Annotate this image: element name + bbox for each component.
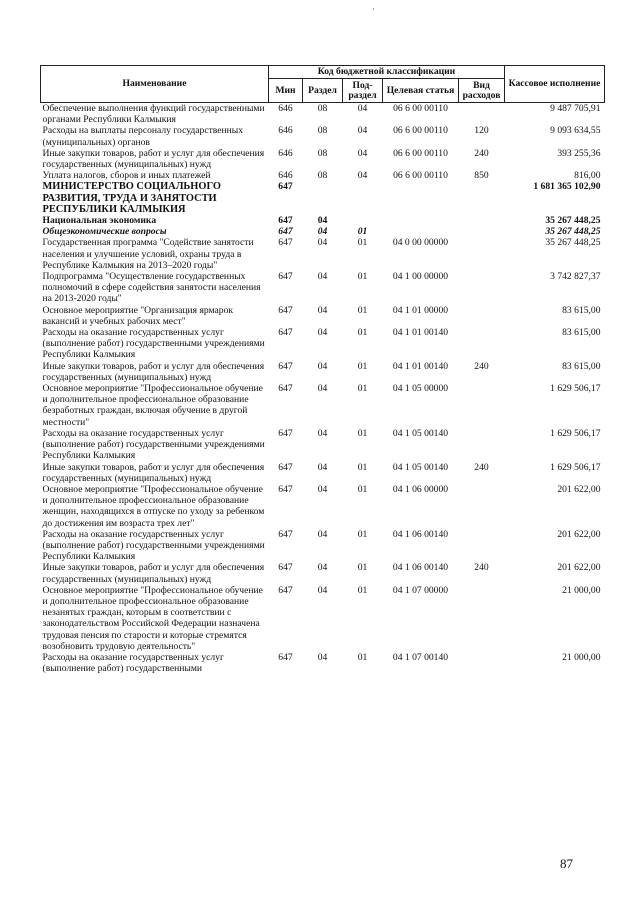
cell-target-article <box>383 226 459 237</box>
cell-subsection: 01 <box>357 327 368 339</box>
cell-name: Иные закупки товаров, работ и услуг для обеспечения государственных (муниципальных) нужд <box>42 147 265 171</box>
cell-target-article: 04 1 07 00000 <box>392 584 449 596</box>
cell-target-article: 04 1 01 00140 <box>392 360 449 372</box>
cell-section: 04 <box>317 651 328 663</box>
cell-name: Общеэкономические вопросы <box>42 226 167 238</box>
cell-target-article: 04 1 06 00140 <box>392 528 449 540</box>
cell-min: 647 <box>278 427 293 439</box>
cell-subsection: 01 <box>357 237 368 249</box>
cell-subsection: 04 <box>357 170 368 182</box>
cell-min: 647 <box>278 584 293 596</box>
cell-amount: 83 615,00 <box>562 327 601 339</box>
cell-expense-type <box>459 305 505 327</box>
cell-name: Основное мероприятие "Профессиональное обучение и дополнительное профессиональное образование женщин, находящихся в отпуске по уходу за ребенком до достижения им возраста трех лет" <box>42 483 265 529</box>
cell-min: 647 <box>278 461 293 473</box>
cell-expense-type <box>459 271 505 305</box>
table-row <box>41 170 605 181</box>
cell-expense-type <box>459 428 505 462</box>
header-name: Наименование <box>41 66 269 103</box>
cell-min: 647 <box>278 181 293 193</box>
cell-expense-type <box>459 327 505 361</box>
cell-section: 04 <box>317 237 328 249</box>
table-row <box>41 428 605 462</box>
cell-amount: 3 742 827,37 <box>550 271 601 283</box>
cell-name: Расходы на оказание государственных услуг (выполнение работ) государственными учреждениями Республики Калмыкия <box>42 327 265 361</box>
cell-target-article: 04 1 06 00140 <box>392 562 449 574</box>
cell-amount: 393 255,36 <box>557 147 601 159</box>
cell-name: МИНИСТЕРСТВО СОЦИАЛЬНОГО РАЗВИТИЯ, ТРУДА И ЗАНЯТОСТИ РЕСПУБЛИКИ КАЛМЫКИЯ <box>42 181 221 215</box>
cell-amount: 21 000,00 <box>562 651 601 663</box>
cell-amount: 35 267 448,25 <box>545 226 601 238</box>
cell-expense-type <box>459 215 505 226</box>
table-row <box>41 226 605 237</box>
cell-amount: 1 629 506,17 <box>550 427 601 439</box>
table-row <box>41 237 605 271</box>
cell-subsection <box>343 215 383 226</box>
cell-name: Расходы на выплаты персоналу государственных (муниципальных) органов <box>42 125 244 148</box>
table-row <box>41 215 605 226</box>
table-row <box>41 462 605 484</box>
cell-name: Уплата налогов, сборов и иных платежей <box>42 170 211 182</box>
cell-min: 646 <box>278 170 293 182</box>
cell-subsection: 04 <box>357 103 368 114</box>
cell-target-article: 04 1 05 00000 <box>392 383 449 395</box>
cell-min: 647 <box>278 226 293 238</box>
cell-target-article: 04 1 07 00140 <box>392 651 449 663</box>
cell-min: 646 <box>278 103 293 114</box>
cell-name: Иные закупки товаров, работ и услуг для обеспечения государственных (муниципальных) нужд <box>42 360 265 383</box>
cell-expense-type: 240 <box>474 562 489 574</box>
cell-target-article: 04 1 06 00000 <box>392 483 449 495</box>
cell-target-article: 04 1 05 00140 <box>392 461 449 473</box>
cell-name: Расходы на оказание государственных услуг (выполнение работ) государственными <box>42 651 224 675</box>
cell-subsection: 01 <box>357 483 368 495</box>
cell-subsection: 01 <box>357 584 368 596</box>
cell-section: 04 <box>317 304 328 316</box>
cell-name: Основное мероприятие "Профессиональное обучение и дополнительное профессиональное образование незанятых граждан, которым в соответствии с законодательством Российской Федерации назначена трудовая пенсия по старости и которые стремятся возобновить трудовую деятельность" <box>42 584 263 652</box>
header-cash-execution: Кассовое исполнение <box>505 66 605 103</box>
cell-amount: 83 615,00 <box>562 360 601 372</box>
cell-expense-type: 850 <box>474 170 489 182</box>
cell-subsection <box>343 181 383 215</box>
cell-name: Подпрограмма "Осуществление государственных полномочий в сфере содействия занятости населения на 2013-2020 годы" <box>42 271 261 305</box>
cell-target-article: 04 1 05 00140 <box>392 427 449 439</box>
cell-amount: 816,00 <box>574 170 601 182</box>
table-row <box>41 181 605 215</box>
cell-section: 04 <box>317 483 328 495</box>
cell-min: 647 <box>278 383 293 395</box>
cell-amount: 9 487 705,91 <box>550 103 601 114</box>
cell-min: 646 <box>278 125 293 137</box>
cell-name: Основное мероприятие "Организация ярмарок вакансий и учебных рабочих мест" <box>42 304 234 327</box>
cell-min: 647 <box>278 271 293 283</box>
header-code-group: Код бюджетной классификации <box>269 66 505 79</box>
cell-section: 04 <box>317 461 328 473</box>
cell-expense-type <box>459 529 505 563</box>
table-row <box>41 148 605 170</box>
cell-target-article: 04 1 00 00000 <box>392 271 449 283</box>
cell-amount: 1 681 365 102,90 <box>533 181 601 193</box>
cell-subsection: 04 <box>357 125 368 137</box>
cell-expense-type: 240 <box>474 360 489 372</box>
cell-section: 04 <box>317 562 328 574</box>
cell-subsection: 01 <box>357 562 368 574</box>
cell-target-article: 04 1 01 00140 <box>392 327 449 339</box>
cell-name: Обеспечение выполнения функций государственными органами Республики Калмыкия <box>42 103 265 126</box>
cell-subsection: 01 <box>357 528 368 540</box>
cell-section: 04 <box>317 383 328 395</box>
header-target-article: Целевая статья <box>383 79 459 103</box>
cell-expense-type: 240 <box>474 147 489 159</box>
cell-expense-type: 240 <box>474 461 489 473</box>
page-top-mark: · <box>372 4 375 14</box>
cell-expense-type <box>459 484 505 529</box>
table-row <box>41 562 605 584</box>
cell-min: 647 <box>278 327 293 339</box>
cell-expense-type <box>459 226 505 237</box>
cell-target-article: 04 0 00 00000 <box>392 237 449 249</box>
cell-amount: 1 629 506,17 <box>550 383 601 395</box>
cell-target-article: 06 6 00 00110 <box>393 170 448 182</box>
cell-name: Иные закупки товаров, работ и услуг для обеспечения государственных (муниципальных) нужд <box>42 562 265 585</box>
cell-min: 647 <box>278 528 293 540</box>
cell-target-article <box>383 215 459 226</box>
cell-min: 647 <box>278 304 293 316</box>
cell-name: Иные закупки товаров, работ и услуг для обеспечения государственных (муниципальных) нужд <box>42 461 265 484</box>
table-header <box>41 66 605 103</box>
cell-amount: 35 267 448,25 <box>545 237 601 249</box>
table-row <box>41 361 605 383</box>
budget-execution-table <box>40 65 605 674</box>
cell-section: 04 <box>317 215 328 227</box>
cell-amount: 21 000,00 <box>562 584 601 596</box>
cell-expense-type: 120 <box>474 125 489 137</box>
cell-min: 647 <box>278 237 293 249</box>
cell-amount: 9 093 634,55 <box>550 125 601 137</box>
cell-min: 647 <box>278 360 293 372</box>
cell-amount: 35 267 448,25 <box>545 215 601 227</box>
cell-subsection: 01 <box>357 383 368 395</box>
cell-min: 647 <box>278 215 293 227</box>
cell-expense-type <box>459 181 505 215</box>
cell-min: 647 <box>278 483 293 495</box>
cell-section: 08 <box>317 170 328 182</box>
cell-section: 04 <box>317 327 328 339</box>
cell-expense-type <box>459 103 505 126</box>
table-row <box>41 484 605 529</box>
table-row <box>41 271 605 305</box>
header-subsection: Под-раздел <box>343 79 383 103</box>
cell-target-article: 06 6 00 00110 <box>393 125 448 137</box>
cell-expense-type <box>459 652 505 674</box>
table-row <box>41 652 605 674</box>
cell-subsection: 01 <box>357 271 368 283</box>
cell-amount: 201 622,00 <box>557 528 601 540</box>
cell-name: Расходы на оказание государственных услуг (выполнение работ) государственными учреждениями Республики Калмыкия <box>42 528 265 563</box>
cell-amount: 83 615,00 <box>562 304 601 316</box>
cell-amount: 201 622,00 <box>557 483 601 495</box>
cell-target-article <box>383 181 459 215</box>
cell-subsection: 01 <box>357 651 368 663</box>
cell-expense-type <box>459 237 505 271</box>
cell-target-article: 06 6 00 00110 <box>393 147 448 159</box>
header-section: Раздел <box>303 79 343 103</box>
cell-amount: 1 629 506,17 <box>550 461 601 473</box>
cell-name: Национальная экономика <box>42 215 157 227</box>
header-min: Мин <box>269 79 303 103</box>
cell-section <box>303 181 343 215</box>
cell-name: Расходы на оказание государственных услуг (выполнение работ) государственными учреждениями Республики Калмыкия <box>42 427 265 462</box>
cell-section: 04 <box>317 427 328 439</box>
cell-expense-type <box>459 383 505 428</box>
cell-name: Государственная программа "Содействие занятости населения и улучшение условий, охраны труда в Республике Калмыкия на 2013–2020 годы" <box>42 237 254 271</box>
cell-section: 04 <box>317 271 328 283</box>
cell-section: 08 <box>317 103 328 114</box>
cell-subsection: 01 <box>357 360 368 372</box>
cell-min: 646 <box>278 147 293 159</box>
cell-min: 647 <box>278 562 293 574</box>
cell-section: 08 <box>317 125 328 137</box>
cell-target-article: 06 6 00 00110 <box>393 103 448 114</box>
table-row <box>41 125 605 147</box>
cell-target-article: 04 1 01 00000 <box>392 304 449 316</box>
cell-subsection: 01 <box>357 461 368 473</box>
cell-name: Основное мероприятие "Профессиональное обучение и дополнительное профессиональное образование безработных граждан, включая обучение в другой местности" <box>42 383 263 428</box>
cell-expense-type <box>459 585 505 652</box>
table-row <box>41 383 605 428</box>
header-expense-type: Вид расходов <box>459 79 505 103</box>
table-row <box>41 585 605 652</box>
cell-section: 04 <box>317 528 328 540</box>
table-row <box>41 305 605 327</box>
table-body <box>41 103 605 675</box>
cell-section: 04 <box>317 360 328 372</box>
cell-subsection: 01 <box>357 427 368 439</box>
cell-min: 647 <box>278 651 293 663</box>
cell-subsection: 01 <box>357 226 368 238</box>
page-number: 87 <box>560 856 573 871</box>
cell-subsection: 04 <box>357 147 368 159</box>
cell-section: 04 <box>317 226 328 238</box>
cell-amount: 201 622,00 <box>557 562 601 574</box>
cell-section: 04 <box>317 584 328 596</box>
cell-subsection: 01 <box>357 304 368 316</box>
cell-section: 08 <box>317 147 328 159</box>
table-row <box>41 529 605 563</box>
table-row <box>41 103 605 126</box>
table-row <box>41 327 605 361</box>
